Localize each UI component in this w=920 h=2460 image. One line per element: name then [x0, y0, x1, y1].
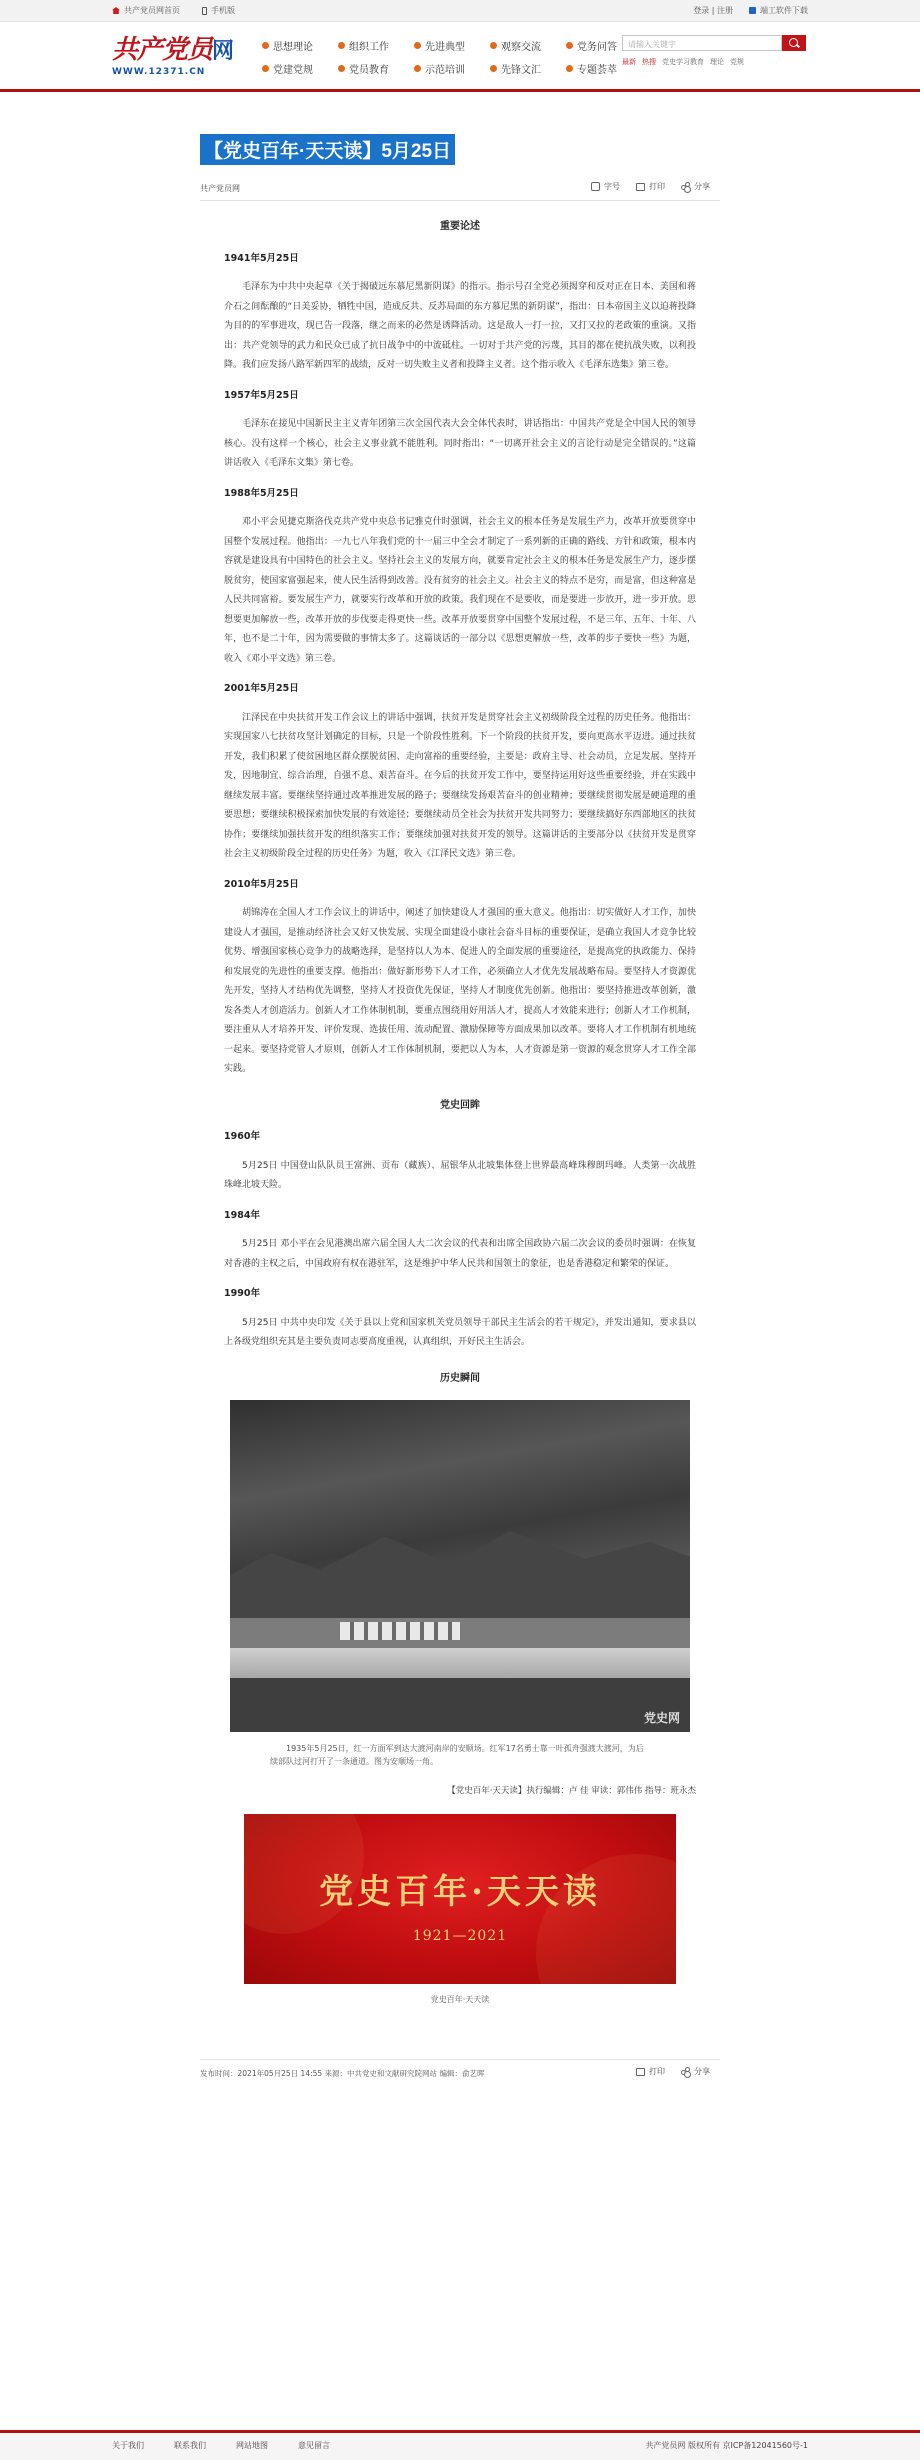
history-date: 1984年	[224, 1209, 260, 1221]
share-button[interactable]: 分享	[681, 2066, 710, 2077]
main-nav	[262, 38, 642, 76]
entry-text: 江泽民在中央扶贫开发工作会议上的讲话中强调，扶贫开发是贯穿社会主义初级阶段全过程的历史任务。他指出：实现国家八七扶贫攻坚计划确定的目标，只是一个阶段性胜利。下一个阶段的扶贫开发，要向更高水平迈进。通过扶贫开发，我们积累了使贫困地区群众摆脱贫困、走向富裕的重要经验，主要是：政府主导、社会动员，立足发展、坚持开发，因地制宜、综合治理，自强不息、艰苦奋斗。在今后的扶贫开发工作中，要坚持运用好这些重要经验，并在实践中继续发展丰富。要继续坚持通过改革推进发展的路子；要继续发扬艰苦奋斗的创业精神；要继续贯彻发展是硬道理的重要思想；要继续积极探索加快发展的有效途径；要继续动员全社会为扶贫开发共同努力；要继续搞好东西部地区的扶贫协作；要继续加强扶贫开发的组织落实工作；要继续加强对扶贫开发的领导。这篇讲话的主要部分以《扶贫开发是贯穿社会主义初级阶段全过程的历史任务》为题，收入《江泽民文选》第三卷。	[224, 712, 696, 859]
nav-item[interactable]: 党员教育	[338, 61, 414, 76]
footer-link[interactable]: 联系我们	[174, 2441, 206, 2450]
history-date: 1960年	[224, 1131, 260, 1142]
hot-words	[622, 57, 744, 67]
nav-item[interactable]: 先锋文汇	[490, 61, 566, 76]
entry-date: 1988年5月25日	[224, 487, 299, 499]
series-banner	[244, 1814, 676, 1984]
history-text: 5月25日 中共中央印发《关于县以上党和国家机关党员领导干部民主生活会的若干规定》，并发出通知，要求县以上各级党组织充其是主要负责同志要高度重视，认真组织，开好民主生活会。	[224, 1317, 696, 1347]
hotword[interactable]: 最新	[622, 58, 636, 66]
site-footer	[0, 2430, 920, 2460]
nav-item[interactable]: 示范培训	[414, 61, 490, 76]
bullet-icon	[566, 65, 573, 72]
site-header	[0, 22, 920, 92]
photo-caption: 1935年5月25日，红一方面军到达大渡河南岸的安顺场。红军17名勇士靠一叶孤舟强渡大渡河，为后续部队过河打开了一条通道。图为安顺场一角。	[270, 1744, 644, 1766]
app-icon	[749, 7, 756, 14]
logo-url: WWW.12371.CN	[112, 67, 206, 77]
entry-date: 2001年5月25日	[224, 683, 299, 694]
entry-date: 1957年5月25日	[224, 389, 299, 401]
font-size-button[interactable]: 字号	[591, 181, 620, 192]
history-text: 5月25日 邓小平在会见港澳出席六届全国人大二次会议的代表和出席全国政协六届二次会议的委员时强调：在恢复对香港的主权之后，中国政府有权在港驻军，这是维护中华人民共和国领土的象征，也是香港稳定和繁荣的保证。	[224, 1239, 696, 1269]
hotword[interactable]: 热搜	[642, 58, 656, 66]
search-icon[interactable]	[782, 35, 806, 51]
logo-text: 共产党员网	[112, 35, 234, 65]
print-button[interactable]: 打印	[636, 181, 665, 192]
bullet-icon	[338, 42, 345, 49]
bullet-icon	[414, 65, 421, 72]
entry-date: 1941年5月25日	[224, 252, 299, 264]
banner-years: 1921—2021	[412, 1928, 508, 1944]
hotword[interactable]: 党规	[730, 58, 744, 66]
photo-watermark: 党史网	[643, 1711, 680, 1725]
footer-link[interactable]: 关于我们	[112, 2441, 144, 2450]
hotword[interactable]: 党史学习教育	[662, 58, 704, 66]
share-icon	[681, 182, 690, 191]
bullet-icon	[338, 65, 345, 72]
article-meta	[200, 179, 720, 201]
top-bar	[0, 0, 920, 22]
site-logo[interactable]	[112, 36, 233, 77]
nav-item[interactable]: 思想理论	[262, 38, 338, 53]
page-title: 【党史百年·天天读】5月25日	[200, 134, 455, 165]
app-download-link[interactable]: 端工软件下载	[749, 5, 808, 16]
search-input[interactable]: 请输入关键字	[622, 35, 782, 51]
section-heading: 历史瞬间	[440, 1372, 480, 1384]
bullet-icon	[566, 42, 573, 49]
hotword[interactable]: 理论	[710, 58, 724, 66]
banner-title: 党史百年·天天读	[319, 1872, 601, 1912]
entry-text: 毛泽东在接见中国新民主主义青年团第三次全国代表大会全体代表时，讲话指出：中国共产党是全中国人民的领导核心。没有这样一个核心，社会主义事业就不能胜利。同时指出：“一切离开社会主义的言论行动是完全错误的。”这篇讲话收入《毛泽东文集》第七卷。	[224, 419, 696, 468]
entry-text: 毛泽东为中共中央起草《关于揭破远东慕尼黑新阴谋》的指示。指示号召全党必须揭穿和反对正在日本、美国和蒋介石之间酝酿的“日美妥协，牺牲中国，造成反共、反苏局面的东方慕尼黑的新阴谋”，指出：日本帝国主义以迫蒋投降为目的的军事进攻，现已告一段落，继之而来的必然是诱降活动。这是敌人一打一拉，又打又拉的老政策的重演。又指出：共产党领导的武力和民众已成了抗日战争中的中流砥柱。一切对于共产党的污蔑，其目的都在使抗战失败，以利投降。我们应发扬八路军新四军的战绩，反对一切失败主义者和投降主义者。这个指示收入《毛泽东选集》第三卷。	[224, 282, 696, 370]
font-icon	[591, 182, 600, 191]
bullet-icon	[262, 42, 269, 49]
publish-info: 发布时间：2021年05月25日 14:55 来源：中共党史和文献研究院网站 编辑：俞艺晖	[200, 2069, 485, 2078]
phone-icon	[202, 7, 207, 15]
share-icon	[681, 2067, 690, 2076]
section-heading: 重要论述	[440, 221, 480, 232]
history-text: 5月25日 中国登山队队员王富洲、贡布（藏族）、屈银华从北坡集体登上世界最高峰珠穆朗玛峰。人类第一次战胜珠峰北坡天险。	[224, 1160, 696, 1190]
search-bar	[622, 35, 806, 51]
print-icon	[636, 183, 645, 191]
print-button[interactable]: 打印	[636, 2066, 665, 2077]
bullet-icon	[490, 65, 497, 72]
nav-item[interactable]: 先进典型	[414, 38, 490, 53]
section-heading: 党史回眸	[440, 1099, 480, 1111]
entry-text: 邓小平会见捷克斯洛伐克共产党中央总书记雅克什时强调，社会主义的根本任务是发展生产力，改革开放要贯穿中国整个发展过程。他指出：一九七八年我们党的十一届三中全会才制定了一系列新的正确的路线、方针和政策，根本内容就是建设具有中国特色的社会主义。坚持社会主义的发展方向，就要肯定社会主义的根本任务是发展生产力，逐步摆脱贫穷，使国家富强起来，使人民生活得到改善。没有贫穷的社会主义。社会主义的特点不是穷，而是富，但这种富是人民共同富裕。要发展生产力，就要实行改革和开放的政策。我们现在不是要收，而是要进一步放开，进一步开放。思想要更加解放一些，改革开放的步伐要走得更快一些。改革开放要贯穿中国整个发展过程，不是三年、五年、十年、八年，也不是二十年，因为需要做的事情太多了。这篇谈话的一部分以《思想更解放一些，改革的步子要快一些》为题，收入《邓小平文选》第三卷。	[224, 517, 696, 664]
entry-text: 胡锦涛在全国人才工作会议上的讲话中，阐述了加快建设人才强国的重大意义。他指出：切实做好人才工作，加快建设人才强国，是推动经济社会又好又快发展、实现全面建设小康社会奋斗目标的重要保证，是确立我国人才竞争比较优势、增强国家核心竞争力的战略选择，是坚持以人为本、促进人的全面发展的重要途径，是提高党的执政能力、保持和发展党的先进性的重要支撑。他指出：做好新形势下人才工作，必须确立人才优先发展战略布局。要坚持人才资源优先开发，坚持人才结构优先调整，坚持人才投资优先保证，坚持人才制度优先创新。他指出：要坚持推进改革创新，激发各类人才创造活力。创新人才工作体制机制，要重点围绕用好用活人才，提高人才效能来进行；创新人才工作机制，要注重从人才培养开发、评价发现、选拔任用、流动配置、激励保障等方面成果加以改革。要将人才工作机制有机地统一起来。要坚持党管人才原则，创新人才工作体制机制，要把以人为本，人才资源是第一资源的观念贯穿人才工作全部实践。	[224, 908, 696, 1074]
nav-item[interactable]: 党务问答	[566, 38, 642, 53]
article-body	[200, 217, 720, 1388]
login-link[interactable]: 登录 | 注册	[693, 6, 733, 15]
footer-link[interactable]: 网站地图	[236, 2441, 268, 2450]
bullet-icon	[414, 42, 421, 49]
nav-item[interactable]: 组织工作	[338, 38, 414, 53]
bullet-icon	[490, 42, 497, 49]
copyright: 共产党员网 版权所有 京ICP备12041560号-1	[645, 2441, 808, 2450]
footer-link[interactable]: 意见留言	[298, 2441, 330, 2450]
print-icon	[636, 2068, 645, 2076]
entry-date: 2010年5月25日	[224, 878, 299, 890]
history-date: 1990年	[224, 1288, 260, 1299]
nav-item[interactable]: 专题荟萃	[566, 61, 642, 76]
article-footer-meta	[200, 2059, 720, 2085]
historical-photo	[230, 1400, 690, 1732]
banner-caption: 党史百年·天天读	[430, 1995, 490, 2004]
home-link[interactable]: 共产党员网首页	[112, 5, 180, 16]
home-icon	[112, 7, 120, 14]
mobile-link[interactable]: 手机版	[202, 5, 235, 16]
share-button[interactable]: 分享	[681, 181, 710, 192]
editor-credits: 【党史百年·天天读】执行编辑：卢 佳 审读：郭伟伟 指导：班永杰	[447, 1786, 696, 1796]
nav-item[interactable]: 党建党规	[262, 61, 338, 76]
nav-item[interactable]: 观察交流	[490, 38, 566, 53]
article	[200, 134, 720, 2085]
bullet-icon	[262, 65, 269, 72]
article-source: 共产党员网	[200, 184, 240, 193]
